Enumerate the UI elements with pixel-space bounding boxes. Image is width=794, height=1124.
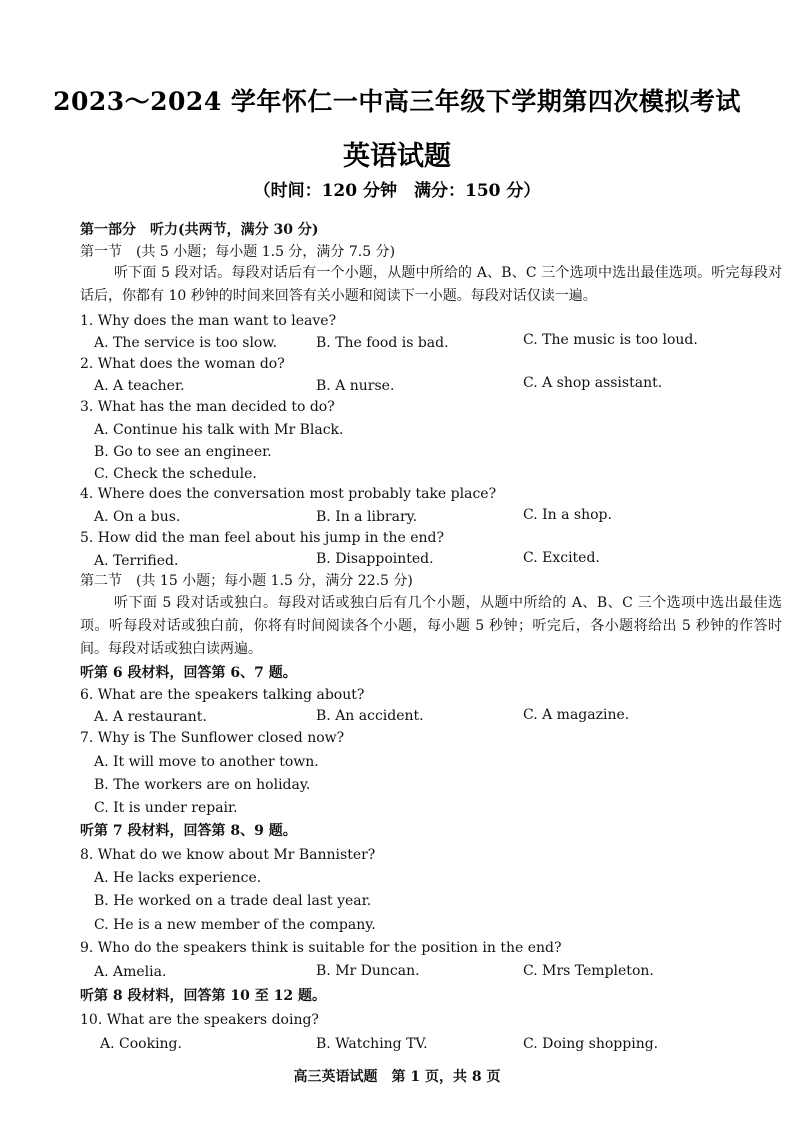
question-stem: 8. What do we know about Mr Bannister? xyxy=(80,847,376,863)
question-option: A. Cooking. xyxy=(100,1036,182,1052)
question-option: C. Doing shopping. xyxy=(523,1036,659,1052)
question-stem: 2. What does the woman do? xyxy=(80,356,285,372)
exam-title: 2023～2024 学年怀仁一中高三年级下学期第四次模拟考试 xyxy=(53,87,741,116)
exam-subject: 英语试题 xyxy=(343,141,451,172)
question-stem: 5. How did the man feel about his jump in the end? xyxy=(80,530,444,546)
question-stem: 4. Where does the conversation most probably take place? xyxy=(80,486,497,502)
question-option: A. A restaurant. xyxy=(94,709,207,725)
material-7-heading: 听第 7 段材料，回答第 8、9 题。 xyxy=(80,823,297,839)
question-option: B. A nurse. xyxy=(316,378,395,394)
question-stem: 6. What are the speakers talking about? xyxy=(80,687,365,703)
question-option: A. The service is too slow. xyxy=(94,335,278,351)
question-option: B. In a library. xyxy=(316,509,418,525)
question-option: C. A magazine. xyxy=(523,707,630,723)
question-stem: 10. What are the speakers doing? xyxy=(80,1012,319,1028)
question-option: B. He worked on a trade deal last year. xyxy=(94,893,372,909)
question-option: B. Mr Duncan. xyxy=(316,963,420,979)
question-option: A. On a bus. xyxy=(94,509,181,525)
question-option: B. The food is bad. xyxy=(316,335,449,351)
question-option: A. It will move to another town. xyxy=(94,754,319,770)
question-option: C. He is a new member of the company. xyxy=(94,917,376,933)
question-option: B. Watching TV. xyxy=(316,1036,428,1052)
question-option: C. Excited. xyxy=(523,550,600,566)
question-option: B. The workers are on holiday. xyxy=(94,777,311,793)
question-option: A. Terrified. xyxy=(94,553,179,569)
section2-heading: 第二节 (共 15 小题；每小题 1.5 分，满分 22.5 分) xyxy=(80,573,413,589)
question-option: C. Check the schedule. xyxy=(94,466,257,482)
section1-instructions: 听下面 5 段对话。每段对话后有一个小题，从题中所给的 A、B、C 三个选项中选出最佳选项。听完每段对话后，你都有 10 秒钟的时间来回答有关小题和阅读下一小题。每段对话仅读一遍。 xyxy=(80,265,782,304)
question-option: C. It is under repair. xyxy=(94,800,238,816)
section2-instructions: 听下面 5 段对话或独白。每段对话或独白后有几个小题，从题中所给的 A、B、C 三个选项中选出最佳选项。听每段对话或独白前，你将有时间阅读各个小题，每小题 5 秒钟；听完后，各小题将给出 5 秒钟的作答时间。每段对话或独白读两遍。 xyxy=(80,595,782,657)
material-8-heading: 听第 8 段材料，回答第 10 至 12 题。 xyxy=(80,988,326,1004)
question-option: B. Disappointed. xyxy=(316,551,434,567)
material-6-heading: 听第 6 段材料，回答第 6、7 题。 xyxy=(80,665,297,681)
question-stem: 9. Who do the speakers think is suitable for the position in the end? xyxy=(80,940,562,956)
question-option: B. An accident. xyxy=(316,708,424,724)
question-option: C. Mrs Templeton. xyxy=(523,963,654,979)
question-option: C. In a shop. xyxy=(523,507,612,523)
question-option: C. A shop assistant. xyxy=(523,375,663,391)
question-stem: 7. Why is The Sunflower closed now? xyxy=(80,730,345,746)
question-option: C. The music is too loud. xyxy=(523,332,698,348)
question-option: A. Amelia. xyxy=(94,964,167,980)
exam-time-info: （时间：120 分钟 满分：150 分） xyxy=(253,181,541,201)
part1-heading: 第一部分 听力(共两节，满分 30 分) xyxy=(80,222,319,238)
question-option: A. A teacher. xyxy=(94,378,185,394)
question-option: A. Continue his talk with Mr Black. xyxy=(94,422,344,438)
question-option: B. Go to see an engineer. xyxy=(94,444,272,460)
question-stem: 3. What has the man decided to do? xyxy=(80,399,335,415)
question-stem: 1. Why does the man want to leave? xyxy=(80,313,337,329)
page-footer: 高三英语试题 第 1 页，共 8 页 xyxy=(293,1069,501,1085)
section1-heading: 第一节 (共 5 小题；每小题 1.5 分，满分 7.5 分) xyxy=(80,244,396,260)
question-option: A. He lacks experience. xyxy=(94,870,262,886)
